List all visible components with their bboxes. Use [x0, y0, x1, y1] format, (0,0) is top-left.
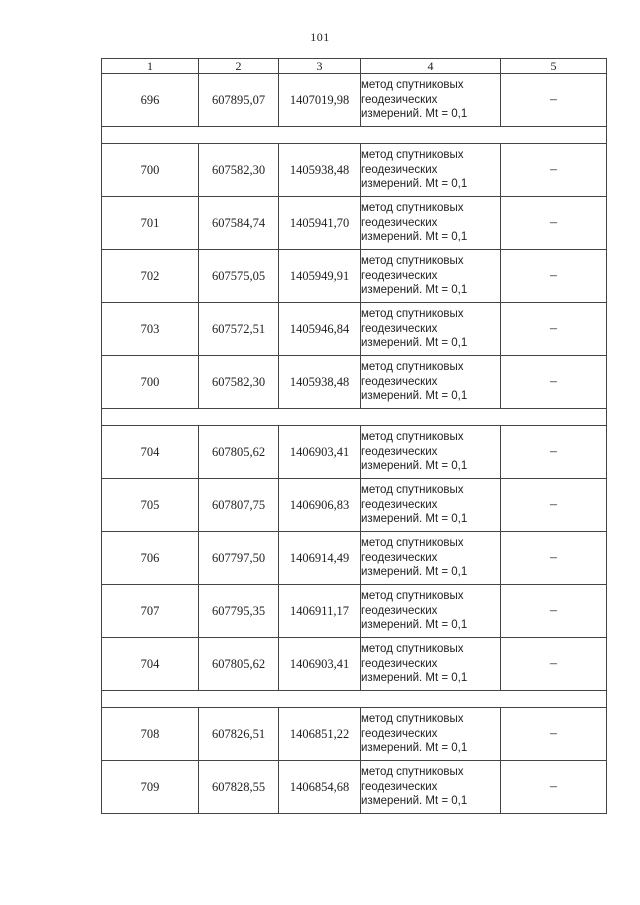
method-cell	[361, 426, 501, 479]
coordinate-x-cell: 607584,74	[199, 197, 279, 250]
coordinate-x-cell: 607805,62	[199, 426, 279, 479]
column-5-cell: –	[501, 74, 607, 127]
method-line-3: измерений. Mt = 0,1	[361, 284, 468, 297]
table-row	[102, 638, 607, 691]
group-separator	[102, 691, 607, 708]
coordinate-x-cell: 607807,75	[199, 479, 279, 532]
method-line-1: метод спутниковых	[361, 484, 464, 497]
method-line-1: метод спутниковых	[361, 361, 464, 374]
table-row	[102, 585, 607, 638]
point-number-cell: 700	[102, 144, 199, 197]
method-line-3: измерений. Mt = 0,1	[361, 460, 468, 473]
column-5-cell: –	[501, 197, 607, 250]
coordinate-x-cell: 607582,30	[199, 144, 279, 197]
column-5-cell: –	[501, 303, 607, 356]
method-line-3: измерений. Mt = 0,1	[361, 231, 468, 244]
column-header-4: 4	[361, 59, 501, 74]
point-number-cell: 705	[102, 479, 199, 532]
coordinate-x-cell: 607572,51	[199, 303, 279, 356]
table-row	[102, 532, 607, 585]
coordinates-table	[101, 58, 607, 814]
method-line-2: геодезических	[361, 657, 438, 670]
method-line-2: геодезических	[361, 604, 438, 617]
coordinate-x-cell: 607582,30	[199, 356, 279, 409]
table-row	[102, 426, 607, 479]
method-line-2: геодезических	[361, 498, 438, 511]
coordinate-y-cell: 1406851,22	[279, 708, 361, 761]
point-number-cell: 709	[102, 761, 199, 814]
method-line-1: метод спутниковых	[361, 431, 464, 444]
point-number-cell: 696	[102, 74, 199, 127]
coordinate-x-cell: 607828,55	[199, 761, 279, 814]
method-line-2: геодезических	[361, 216, 438, 229]
page-number: 101	[310, 30, 330, 44]
coordinate-y-cell: 1406903,41	[279, 638, 361, 691]
point-number-cell: 708	[102, 708, 199, 761]
column-5-cell: –	[501, 426, 607, 479]
column-5-cell: –	[501, 479, 607, 532]
table-row	[102, 144, 607, 197]
coordinate-x-cell: 607575,05	[199, 250, 279, 303]
table-row	[102, 708, 607, 761]
method-line-2: геодезических	[361, 551, 438, 564]
point-number-cell: 707	[102, 585, 199, 638]
coordinate-y-cell: 1406854,68	[279, 761, 361, 814]
column-header-3: 3	[279, 59, 361, 74]
method-line-1: метод спутниковых	[361, 713, 464, 726]
method-cell	[361, 303, 501, 356]
column-header-5: 5	[501, 59, 607, 74]
table-row	[102, 479, 607, 532]
method-cell	[361, 74, 501, 127]
group-separator-row	[102, 127, 607, 144]
coordinate-y-cell: 1405941,70	[279, 197, 361, 250]
method-cell	[361, 250, 501, 303]
method-line-3: измерений. Mt = 0,1	[361, 513, 468, 526]
method-line-3: измерений. Mt = 0,1	[361, 742, 468, 755]
method-line-1: метод спутниковых	[361, 79, 464, 92]
method-line-1: метод спутниковых	[361, 149, 464, 162]
coordinate-y-cell: 1405946,84	[279, 303, 361, 356]
method-line-1: метод спутниковых	[361, 202, 464, 215]
point-number-cell: 702	[102, 250, 199, 303]
group-separator-row	[102, 691, 607, 708]
method-line-1: метод спутниковых	[361, 255, 464, 268]
method-line-2: геодезических	[361, 93, 438, 106]
column-5-cell: –	[501, 585, 607, 638]
column-5-cell: –	[501, 144, 607, 197]
method-line-2: геодезических	[361, 727, 438, 740]
point-number-cell: 704	[102, 638, 199, 691]
coordinate-x-cell: 607826,51	[199, 708, 279, 761]
method-line-3: измерений. Mt = 0,1	[361, 337, 468, 350]
column-5-cell: –	[501, 708, 607, 761]
method-line-3: измерений. Mt = 0,1	[361, 672, 468, 685]
coordinate-x-cell: 607797,50	[199, 532, 279, 585]
table-row	[102, 761, 607, 814]
group-separator	[102, 127, 607, 144]
column-5-cell: –	[501, 356, 607, 409]
method-cell	[361, 638, 501, 691]
column-5-cell: –	[501, 761, 607, 814]
method-line-1: метод спутниковых	[361, 643, 464, 656]
method-line-1: метод спутниковых	[361, 590, 464, 603]
method-line-1: метод спутниковых	[361, 766, 464, 779]
point-number-cell: 706	[102, 532, 199, 585]
table-row	[102, 303, 607, 356]
method-line-2: геодезических	[361, 375, 438, 388]
coordinate-y-cell: 1406903,41	[279, 426, 361, 479]
table-row	[102, 197, 607, 250]
coordinate-y-cell: 1406906,83	[279, 479, 361, 532]
coordinate-y-cell: 1406914,49	[279, 532, 361, 585]
method-line-3: измерений. Mt = 0,1	[361, 795, 468, 808]
method-cell	[361, 144, 501, 197]
method-line-3: измерений. Mt = 0,1	[361, 178, 468, 191]
coordinate-y-cell: 1405938,48	[279, 356, 361, 409]
point-number-cell: 703	[102, 303, 199, 356]
header-row	[102, 59, 607, 74]
group-separator-row	[102, 409, 607, 426]
method-line-2: геодезических	[361, 445, 438, 458]
column-header-2: 2	[199, 59, 279, 74]
method-cell	[361, 197, 501, 250]
column-5-cell: –	[501, 532, 607, 585]
point-number-cell: 704	[102, 426, 199, 479]
coordinate-x-cell: 607805,62	[199, 638, 279, 691]
method-line-1: метод спутниковых	[361, 537, 464, 550]
method-cell	[361, 708, 501, 761]
table-body	[102, 74, 607, 814]
method-cell	[361, 532, 501, 585]
coordinate-x-cell: 607795,35	[199, 585, 279, 638]
method-line-3: измерений. Mt = 0,1	[361, 566, 468, 579]
method-line-1: метод спутниковых	[361, 308, 464, 321]
method-line-3: измерений. Mt = 0,1	[361, 619, 468, 632]
method-line-3: измерений. Mt = 0,1	[361, 108, 468, 121]
column-header-1: 1	[102, 59, 199, 74]
coordinate-y-cell: 1405949,91	[279, 250, 361, 303]
method-line-2: геодезических	[361, 322, 438, 335]
method-line-2: геодезических	[361, 163, 438, 176]
coordinate-y-cell: 1406911,17	[279, 585, 361, 638]
method-line-3: измерений. Mt = 0,1	[361, 390, 468, 403]
method-line-2: геодезических	[361, 269, 438, 282]
table-row	[102, 356, 607, 409]
point-number-cell: 701	[102, 197, 199, 250]
method-cell	[361, 585, 501, 638]
column-5-cell: –	[501, 250, 607, 303]
method-cell	[361, 356, 501, 409]
coordinate-y-cell: 1407019,98	[279, 74, 361, 127]
point-number-cell: 700	[102, 356, 199, 409]
group-separator	[102, 409, 607, 426]
coordinate-y-cell: 1405938,48	[279, 144, 361, 197]
table-row	[102, 74, 607, 127]
column-5-cell: –	[501, 638, 607, 691]
method-cell	[361, 479, 501, 532]
coordinate-x-cell: 607895,07	[199, 74, 279, 127]
method-line-2: геодезических	[361, 780, 438, 793]
table-row	[102, 250, 607, 303]
method-cell	[361, 761, 501, 814]
